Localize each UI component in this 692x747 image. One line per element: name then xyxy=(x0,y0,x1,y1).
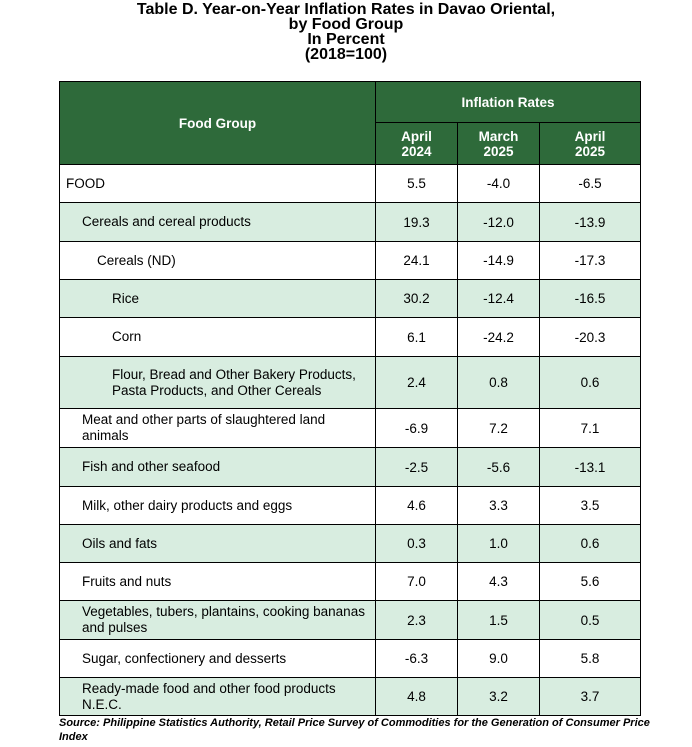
row-value: -5.6 xyxy=(458,448,540,487)
row-value: -17.3 xyxy=(540,242,641,280)
table-row xyxy=(60,318,641,357)
row-value: -4.0 xyxy=(458,165,540,203)
row-label: Milk, other dairy products and eggs xyxy=(60,487,376,525)
row-value: 3.2 xyxy=(458,678,540,716)
row-value: 0.8 xyxy=(458,357,540,409)
row-value: 9.0 xyxy=(458,640,540,678)
table-row xyxy=(60,448,641,487)
row-value: -6.3 xyxy=(376,640,458,678)
row-value: -20.3 xyxy=(540,318,641,357)
row-label: Ready-made food and other food products N.E.C. xyxy=(60,678,376,716)
table-row xyxy=(60,280,641,318)
row-label: Cereals (ND) xyxy=(60,242,376,280)
row-value: 7.0 xyxy=(376,563,458,601)
row-value: 4.8 xyxy=(376,678,458,716)
row-value: 2.3 xyxy=(376,601,458,640)
row-label: Cereals and cereal products xyxy=(60,203,376,242)
row-label: FOOD xyxy=(60,165,376,203)
inflation-rates-header: Inflation Rates xyxy=(376,82,641,123)
row-value: -12.4 xyxy=(458,280,540,318)
row-value: -14.9 xyxy=(458,242,540,280)
row-value: 24.1 xyxy=(376,242,458,280)
row-value: -2.5 xyxy=(376,448,458,487)
row-label: Corn xyxy=(60,318,376,357)
table-row xyxy=(60,601,641,640)
row-value: 3.7 xyxy=(540,678,641,716)
table-row xyxy=(60,678,641,716)
row-value: 3.5 xyxy=(540,487,641,525)
row-value: 5.8 xyxy=(540,640,641,678)
table-row xyxy=(60,242,641,280)
row-value: 0.6 xyxy=(540,525,641,563)
row-label: Rice xyxy=(60,280,376,318)
row-value: -13.1 xyxy=(540,448,641,487)
row-label: Oils and fats xyxy=(60,525,376,563)
row-value: 1.0 xyxy=(458,525,540,563)
row-value: -16.5 xyxy=(540,280,641,318)
row-value: -6.9 xyxy=(376,409,458,448)
row-label: Meat and other parts of slaughtered land animals xyxy=(60,409,376,448)
row-label: Flour, Bread and Other Bakery Products, Pasta Products, and Other Cereals xyxy=(60,357,376,409)
row-label: Fruits and nuts xyxy=(60,563,376,601)
row-value: 30.2 xyxy=(376,280,458,318)
row-value: 7.1 xyxy=(540,409,641,448)
row-value: -24.2 xyxy=(458,318,540,357)
column-month: April xyxy=(574,128,606,144)
source-note: Source: Philippine Statistics Authority, Retail Price Survey of Commodities for the Generation of Consumer Price Index xyxy=(59,717,650,743)
row-label: Sugar, confectionery and desserts xyxy=(60,640,376,678)
table-row xyxy=(60,640,641,678)
table-row xyxy=(60,203,641,242)
table-row xyxy=(60,357,641,409)
row-value: 19.3 xyxy=(376,203,458,242)
row-value: 2.4 xyxy=(376,357,458,409)
row-label: Vegetables, tubers, plantains, cooking bananas and pulses xyxy=(60,601,376,640)
table-row xyxy=(60,409,641,448)
row-value: 6.1 xyxy=(376,318,458,357)
row-value: -12.0 xyxy=(458,203,540,242)
row-label: Fish and other seafood xyxy=(60,448,376,487)
food-group-header: Food Group xyxy=(60,82,376,165)
column-month: April xyxy=(401,128,432,144)
row-value: -6.5 xyxy=(540,165,641,203)
table-row xyxy=(60,165,641,203)
row-value: -13.9 xyxy=(540,203,641,242)
row-value: 3.3 xyxy=(458,487,540,525)
table-row xyxy=(60,563,641,601)
column-year: 2024 xyxy=(401,143,432,159)
column-year: 2025 xyxy=(574,143,606,159)
row-value: 7.2 xyxy=(458,409,540,448)
table-row xyxy=(60,525,641,563)
title-line-3: In Percent xyxy=(307,31,385,48)
row-value: 1.5 xyxy=(458,601,540,640)
row-value: 0.3 xyxy=(376,525,458,563)
row-value: 0.6 xyxy=(540,357,641,409)
row-value: 5.5 xyxy=(376,165,458,203)
table-row xyxy=(60,487,641,525)
row-value: 4.3 xyxy=(458,563,540,601)
title-line-2: by Food Group xyxy=(288,16,404,33)
column-header-april-2024 xyxy=(376,123,458,165)
title-line-4: (2018=100) xyxy=(304,46,388,63)
inflation-table xyxy=(59,81,641,716)
table-title xyxy=(0,2,692,62)
column-header-april-2025 xyxy=(540,123,641,165)
column-header-march-2025 xyxy=(458,123,540,165)
row-value: 5.6 xyxy=(540,563,641,601)
row-value: 0.5 xyxy=(540,601,641,640)
row-value: 4.6 xyxy=(376,487,458,525)
title-line-1: Table D. Year-on-Year Inflation Rates in Davao Oriental, xyxy=(136,1,556,18)
column-year: 2025 xyxy=(483,143,514,159)
column-month: March xyxy=(478,128,519,144)
